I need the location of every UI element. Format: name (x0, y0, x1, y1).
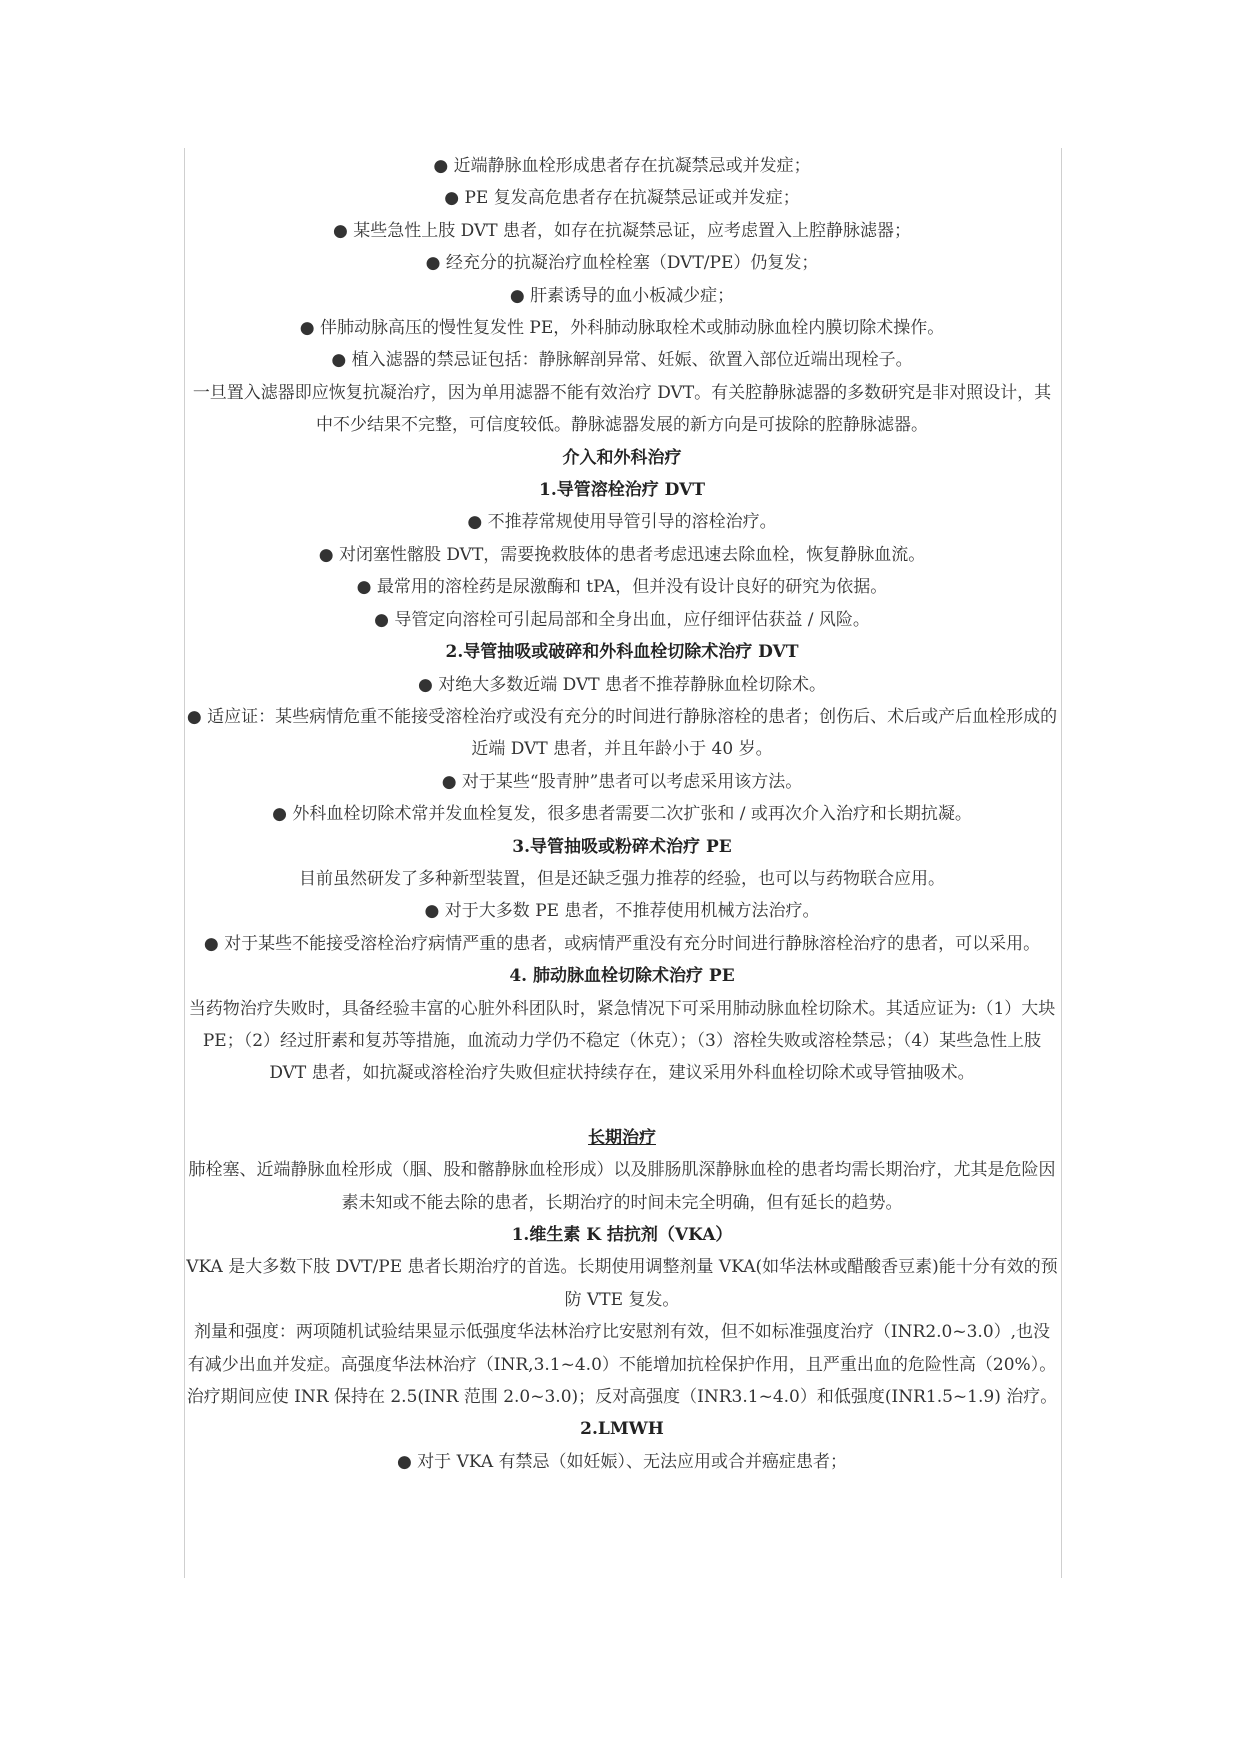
bullet-item: ● PE 复发高危患者存在抗凝禁忌证或并发症； (444, 188, 800, 209)
section-heading: 2.导管抽吸或破碎和外科血栓切除术治疗 DVT (445, 642, 799, 663)
bullet-item: ● 肝素诱导的血小板减少症； (509, 285, 735, 306)
bullet-item: ● 对绝大多数近端 DVT 患者不推荐静脉血栓切除术。 (418, 674, 826, 695)
bullet-item: ● 植入滤器的禁忌证包括：静脉解剖异常、妊娠、欲置入部位近端出现栓子。 (331, 350, 913, 371)
paragraph: 当药物治疗失败时，具备经验丰富的心脏外科团队时，紧急情况下可采用肺动脉血栓切除术。其适应证为:（1）大块 PE；（2）经过肝素和复苏等措施，血流动力学仍不稳定（休克）；（3）溶栓失败或溶栓禁忌；（4）某些急性上肢 DVT 患者，如抗凝或溶栓治疗失败但症状持续存在，建议采用外科血栓切除术或导管抽吸术。 (188, 998, 1056, 1084)
paragraph: 肺栓塞、近端静脉血栓形成（腘、股和髂静脉血栓形成）以及腓肠肌深静脉血栓的患者均需长期治疗，尤其是危险因素未知或不能去除的患者，长期治疗的时间未完全明确，但有延长的趋势。 (188, 1160, 1056, 1213)
section-heading: 3.导管抽吸或粉碎术治疗 PE (512, 836, 732, 857)
paragraph: VKA 是大多数下肢 DVT/PE 患者长期治疗的首选。长期使用调整剂量 VKA(如华法林或醋酸香豆素)能十分有效的预防 VTE 复发。 (186, 1257, 1058, 1310)
bullet-item: ● 最常用的溶栓药是尿激酶和 tPA，但并没有设计良好的研究为依据。 (356, 577, 888, 598)
bullet-item: ● 不推荐常规使用导管引导的溶栓治疗。 (467, 512, 777, 533)
paragraph: 目前虽然研发了多种新型装置，但是还缺乏强力推荐的经验，也可以与药物联合应用。 (299, 868, 945, 889)
bullet-item: ● 某些急性上肢 DVT 患者，如存在抗凝禁忌证，应考虑置入上腔静脉滤器； (333, 220, 911, 241)
document-body (186, 150, 1058, 1478)
blank-line (186, 1090, 1058, 1122)
section-heading: 长期治疗 (588, 1127, 656, 1148)
bullet-item: ● 对闭塞性髂股 DVT，需要挽救肢体的患者考虑迅速去除血栓，恢复静脉血流。 (318, 544, 926, 565)
bullet-item: ● 对于某些不能接受溶栓治疗病情严重的患者，或病情严重没有充分时间进行静脉溶栓治疗的患者，可以采用。 (203, 933, 1041, 954)
bullet-item: ● 对于大多数 PE 患者，不推荐使用机械方法治疗。 (424, 901, 820, 922)
bullet-item: ● 导管定向溶栓可引起局部和全身出血，应仔细评估获益 / 风险。 (374, 609, 870, 630)
bullet-item: ● 适应证：某些病情危重不能接受溶栓治疗或没有充分的时间进行静脉溶栓的患者；创伤后、术后或产后血栓形成的近端 DVT 患者，并且年龄小于 40 岁。 (186, 706, 1058, 760)
section-heading: 2.LMWH (580, 1419, 664, 1440)
bullet-item: ● 近端静脉血栓形成患者存在抗凝禁忌或并发症； (433, 156, 811, 176)
bullet-item: ● 对于 VKA 有禁忌（如妊娠）、无法应用或合并癌症患者； (396, 1451, 848, 1472)
paragraph: 一旦置入滤器即应恢复抗凝治疗，因为单用滤器不能有效治疗 DVT。有关腔静脉滤器的多数研究是非对照设计，其中不少结果不完整，可信度较低。静脉滤器发展的新方向是可拔除的腔静脉滤器。 (192, 382, 1052, 436)
paragraph: 剂量和强度：两项随机试验结果显示低强度华法林治疗比安慰剂有效，但不如标准强度治疗（INR2.0~3.0）,也没有减少出血并发症。高强度华法林治疗（INR,3.1~4.0）不能增加抗栓保护作用，且严重出血的危险性高（20%）。治疗期间应使 INR 保持在 2.5(INR 范围 2.0~3.0)；反对高强度（INR3.1~4.0）和低强度(INR1.5~1.9) 治疗。 (186, 1322, 1058, 1408)
bullet-item: ● 外科血栓切除术常并发血栓复发，很多患者需要二次扩张和 / 或再次介入治疗和长期抗凝。 (272, 804, 972, 825)
bullet-item: ● 伴肺动脉高压的慢性复发性 PE，外科肺动脉取栓术或肺动脉血栓内膜切除术操作。 (299, 318, 945, 339)
section-heading: 1.导管溶栓治疗 DVT (539, 480, 705, 501)
section-heading: 4. 肺动脉血栓切除术治疗 PE (509, 966, 735, 987)
section-heading: 介入和外科治疗 (562, 447, 682, 468)
bullet-item: ● 经充分的抗凝治疗血栓栓塞（DVT/PE）仍复发； (425, 253, 819, 274)
section-heading: 1.维生素 K 拮抗剂（VKA） (511, 1225, 733, 1245)
bullet-item: ● 对于某些“股青肿”患者可以考虑采用该方法。 (441, 771, 803, 792)
